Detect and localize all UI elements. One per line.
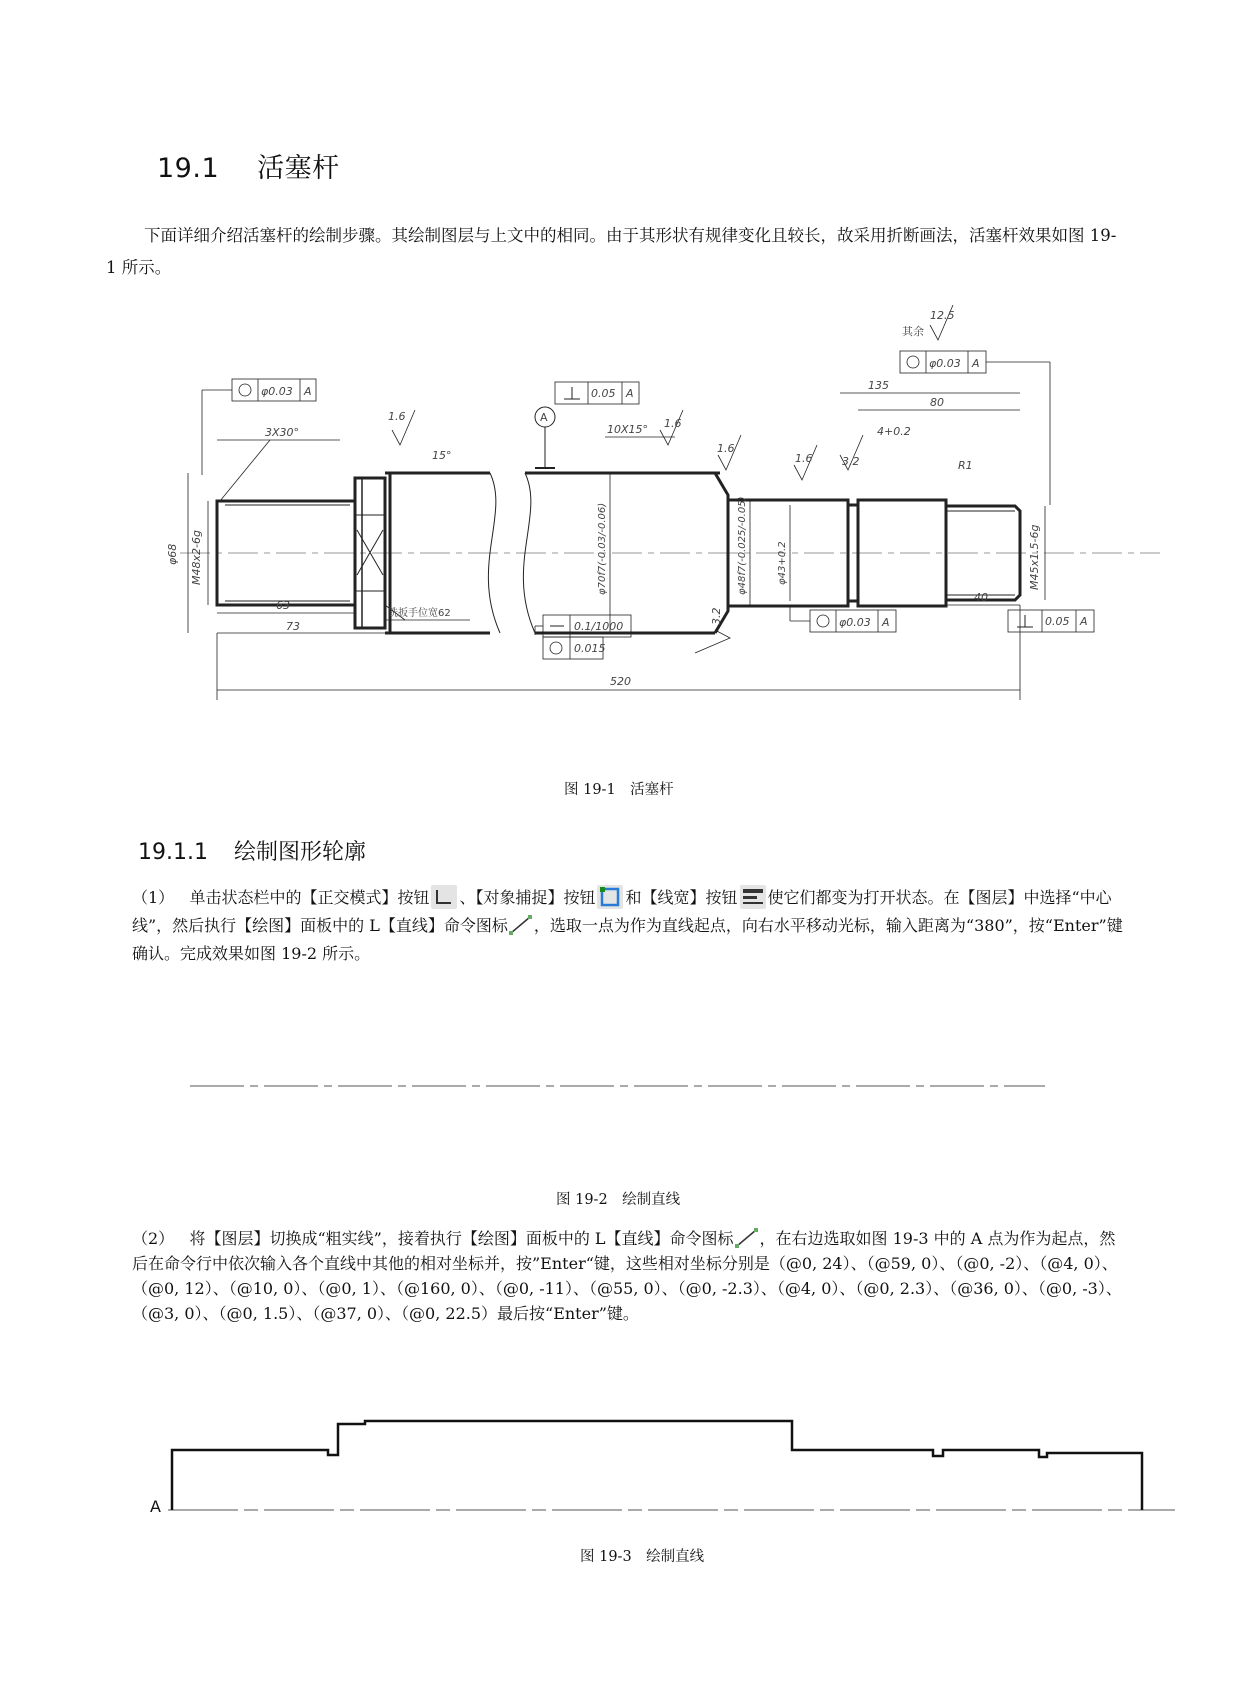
step-1-text-b: 、【对象捕捉】按钮 xyxy=(459,888,596,907)
section-title: 活塞杆 xyxy=(257,153,340,184)
section-heading xyxy=(157,146,340,185)
angle-15: 15° xyxy=(432,449,452,462)
dim-48: φ48f7(-0.025/-0.05) xyxy=(737,496,748,595)
rough-16b: 1.6 xyxy=(664,417,682,430)
dim-520: 520 xyxy=(610,675,631,688)
step-1-text-c: 和【线宽】按钮 xyxy=(625,888,738,907)
dim-135: 135 xyxy=(868,379,889,392)
rough-16d: 1.6 xyxy=(795,452,813,465)
rough-32b: 3.2 xyxy=(710,607,723,625)
tol-bottom-mid-datum: A xyxy=(882,616,890,629)
tol-bottom-right-datum: A xyxy=(1080,615,1088,628)
dim-80: 80 xyxy=(930,396,944,409)
tol-top-right-datum: A xyxy=(972,357,980,370)
step-1-text-d: 使它们都变为打开状态。在【图层】中选择“中心线”，然后执行【绘图】面板中的 L【直线】命令图标 xyxy=(132,888,1112,935)
object-snap-icon[interactable] xyxy=(597,885,623,909)
dim-40: 40 xyxy=(974,591,988,604)
figure-19-2-centerline xyxy=(185,1080,1055,1092)
rough-32a: 3.2 xyxy=(842,455,860,468)
tol-straight-val: 0.1/1000 xyxy=(574,620,624,633)
rough-16a: 1.6 xyxy=(388,410,406,423)
point-a-label: A xyxy=(150,1497,161,1516)
tol-bottom-mid-val: φ0.03 xyxy=(839,616,871,629)
step-2-paragraph xyxy=(132,1226,1130,1326)
line-command-icon-2[interactable] xyxy=(734,1227,760,1249)
step-2-text-b: ，在右边选取如图 19-3 中的 A 点为作为起点，然后在命令行中依次输入各个直线中其他的相对坐标并，按”Enter“键，这些相对坐标分别是（@0, 24）、（@59, 0）、（@0, -2）、（@4, 0）、（@0, 12）、（@10, 0）、（@0, 1）、（@160, 0）、（@0, -11）、（@55, 0）、（@0, -2.3）、（@4, 0）、（@0, 2.3）、（@36, 0）、（@0, -3）、（@3, 0）、（@0, 1.5）、（@37, 0）、（@0, 22.5）最后按“Enter”键。 xyxy=(132,1229,1122,1323)
figure-19-3-caption: 图 19-3 绘制直线 xyxy=(580,1549,705,1565)
line-command-icon[interactable] xyxy=(508,914,534,936)
dim-4: 4+0.2 xyxy=(877,425,911,438)
tol-left-val: φ0.03 xyxy=(261,385,293,398)
step-1-number: （1） xyxy=(132,888,175,907)
dim-73: 73 xyxy=(286,620,300,633)
dim-70: φ70f7(-0.03/-0.06) xyxy=(597,502,608,595)
subsection-heading xyxy=(138,835,366,866)
roughness-other-val: 12.5 xyxy=(930,309,955,322)
intro-paragraph: 下面详细介绍活塞杆的绘制步骤。其绘制图层与上文中的相同。由于其形状有规律变化且较长，故采用折断画法，活塞杆效果如图 19-1 所示。 xyxy=(106,226,1117,277)
tol-bottom-right-val: 0.05 xyxy=(1045,615,1070,628)
dim-68: φ68 xyxy=(166,543,179,565)
wrench-note: 铣扳手位宽62 xyxy=(388,608,451,619)
step-2-text-a: 将【图层】切换成“粗实线”，接着执行【绘图】面板中的 L【直线】命令图标 xyxy=(189,1229,734,1248)
subsection-title: 绘制图形轮廓 xyxy=(233,840,366,865)
lineweight-icon[interactable] xyxy=(740,885,766,909)
chamfer-left: 3X30° xyxy=(265,426,300,439)
section-number: 19.1 xyxy=(157,153,220,184)
subsection-number: 19.1.1 xyxy=(138,840,208,865)
tol-round-val: 0.015 xyxy=(574,642,606,655)
tol-top-right-val: φ0.03 xyxy=(929,357,961,370)
figure-19-2-caption: 图 19-2 绘制直线 xyxy=(556,1192,681,1208)
tol-left-datum: A xyxy=(304,385,312,398)
chamfer-mid: 10X15° xyxy=(607,423,649,436)
figure-19-1-caption: 图 19-1 活塞杆 xyxy=(564,782,674,798)
figure-19-1-drawing xyxy=(140,305,1180,745)
dim-m48: M48x2-6g xyxy=(190,530,203,585)
step-1-paragraph xyxy=(132,884,1130,968)
dim-63: 63 xyxy=(276,599,290,612)
dim-m45: M45x1.5-6g xyxy=(1028,524,1041,590)
step-1-text-a: 单击状态栏中的【正交模式】按钮 xyxy=(189,888,430,907)
step-1-text-e: ，选取一点为作为直线起点，向右水平移动光标，输入距离为“380”，按“Enter”键确认。完成效果如图 19-2 所示。 xyxy=(132,916,1123,963)
tol-perp-val: 0.05 xyxy=(591,387,616,400)
step-2-number: （2） xyxy=(132,1229,175,1248)
dim-r1: R1 xyxy=(958,459,973,472)
figure-19-3-outline xyxy=(140,1400,1180,1520)
datum-a: A xyxy=(540,411,548,424)
ortho-mode-icon[interactable] xyxy=(431,885,457,909)
rough-16c: 1.6 xyxy=(717,442,735,455)
dim-43: φ43+0.2 xyxy=(777,541,788,585)
tol-perp-datum: A xyxy=(626,387,634,400)
roughness-other: 其余 xyxy=(902,325,924,338)
